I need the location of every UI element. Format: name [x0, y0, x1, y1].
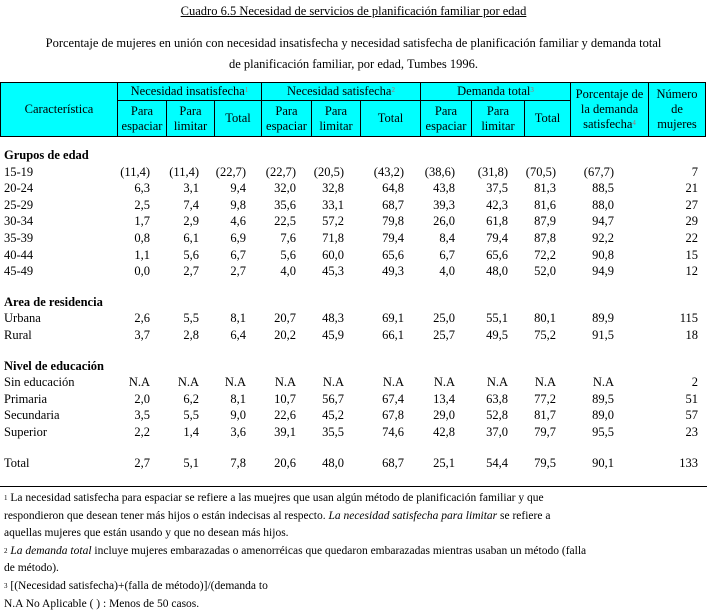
table-cell: 42,3 [486, 197, 508, 212]
footnote-1-cont [4, 508, 704, 526]
table-cell: 22,5 [274, 214, 296, 229]
table-cell: 65,6 [382, 247, 404, 262]
table-cell: 87,9 [534, 214, 556, 229]
table-cell: 79,5 [534, 455, 556, 470]
table-cell: N.A [128, 375, 150, 390]
table-cell: (43,2) [373, 164, 404, 179]
table-cell: 66,1 [382, 328, 404, 342]
table-cell: 3,5 [134, 408, 150, 423]
table-cell: 42,8 [433, 425, 455, 439]
table-cell: (22,7) [215, 164, 246, 179]
table-cell: 2,7 [230, 264, 246, 279]
table-cell: 1,7 [134, 214, 150, 229]
table-cell: 3,1 [183, 181, 199, 196]
table-row [0, 264, 707, 280]
table-subtitle [0, 33, 707, 75]
footnote-text: se refiere a [497, 509, 551, 522]
table-cell: 75,2 [534, 328, 556, 342]
table-cell: 74,6 [382, 425, 404, 439]
subheader-text: Para [434, 103, 458, 118]
table-cell: 8,1 [230, 391, 246, 406]
footnote-1-end: aquellas mujeres que están usando y que no desean más hijos. [4, 527, 289, 540]
table-cell: 23 [685, 425, 698, 439]
table-cell: 89,9 [592, 311, 614, 326]
table-cell: 6,3 [134, 181, 150, 196]
table-cell: 35,6 [274, 197, 296, 212]
table-cell: 12 [685, 264, 698, 279]
table-cell: 49,5 [486, 328, 508, 342]
table-row [0, 408, 707, 424]
table-cell: 5,1 [183, 455, 199, 470]
table-cell: 79,8 [382, 214, 404, 229]
table-row [0, 311, 707, 327]
table-title [0, 4, 707, 19]
table-cell: N.A [382, 375, 404, 390]
footnote-3 [4, 578, 704, 596]
row-label: Total [4, 455, 30, 470]
table-cell: 33,1 [322, 197, 344, 212]
table-cell: (11,4) [169, 164, 199, 179]
table-cell: N.A [534, 375, 556, 390]
subtitle-line-1: Porcentaje de mujeres en unión con necesidad insatisfecha y necesidad satisfecha de planificación familiar y demanda total [45, 36, 662, 50]
row-label: 15-19 [4, 164, 34, 179]
footnote-number: 1 [4, 494, 8, 502]
table-cell: 48,3 [322, 311, 344, 326]
table-cell: 9,8 [230, 197, 246, 212]
footnote-legend: N.A No Aplicable ( ) : Menos de 50 casos. [4, 597, 200, 610]
table-cell: 18 [685, 328, 698, 342]
subheader-text: espaciar [121, 118, 163, 133]
table-cell: N.A [224, 375, 246, 390]
footnote-ref: 4 [632, 119, 636, 127]
table-cell: 81,6 [534, 197, 556, 212]
row-label: Primaria [4, 391, 48, 406]
header-group-label: Demanda total [457, 84, 531, 98]
table-cell: 49,3 [382, 264, 404, 279]
footnote-ref: 2 [391, 86, 395, 94]
table-cell: 69,1 [382, 311, 404, 326]
table-cell: 2,9 [183, 214, 199, 229]
subheader-total: Total [215, 101, 262, 137]
table-cell: 7,4 [183, 197, 199, 212]
table-cell: 68,7 [382, 455, 404, 470]
row-label: Urbana [4, 311, 41, 326]
table-cell: 37,5 [486, 181, 508, 196]
table-cell: 79,4 [382, 231, 404, 245]
table-cell: 77,2 [534, 391, 556, 406]
table-cell: 22,6 [274, 408, 296, 423]
table-cell: 2,2 [134, 425, 150, 439]
row-label: 40-44 [4, 247, 34, 262]
table-cell: (22,7) [265, 164, 296, 179]
table-cell: 61,8 [486, 214, 508, 229]
table-cell: (38,6) [424, 164, 455, 179]
header-demanda-total [421, 83, 571, 101]
table-cell: 0,0 [134, 264, 150, 279]
table-cell: 90,8 [592, 247, 614, 262]
subheader-total: Total [361, 101, 421, 137]
table-cell: 32,8 [322, 181, 344, 196]
table-cell: 26,0 [433, 214, 455, 229]
footnote-text-italic: La demanda total [7, 544, 92, 557]
footnote-text: La necesidad satisfecha para espaciar se refiere a las muejres que usan algún método de planificación familiar y que [7, 492, 544, 504]
subheader-total: Total [525, 101, 571, 137]
section-title: Nivel de educación [4, 358, 104, 373]
table-cell: 3,6 [230, 425, 246, 439]
row-label: 25-29 [4, 197, 34, 212]
table-cell: 89,5 [592, 391, 614, 406]
table-cell: 6,7 [439, 247, 455, 262]
table-cell: 35,5 [322, 425, 344, 439]
table-cell: 2 [691, 375, 698, 390]
table-cell: 71,8 [322, 231, 344, 245]
subheader-text: limitar [319, 118, 353, 133]
table-cell: 48,0 [486, 264, 508, 279]
table-cell: 45,9 [322, 328, 344, 342]
subtitle-line-2: de planificación familiar, por edad, Tumbes 1996. [228, 57, 479, 71]
subheader-text: Para [324, 103, 348, 118]
table-cell: 55,1 [486, 311, 508, 326]
table-cell: (67,7) [583, 164, 614, 179]
table-cell: 1,1 [134, 247, 150, 262]
table-cell: 6,2 [183, 391, 199, 406]
table-cell: 88,5 [592, 181, 614, 196]
table-cell: 57 [685, 408, 698, 423]
table-cell: 2,8 [183, 328, 199, 342]
table-cell: 6,4 [230, 328, 246, 342]
row-label: Rural [4, 328, 32, 342]
table-cell: 90,1 [592, 455, 614, 470]
header-necesidad-satisfecha [262, 83, 421, 101]
table-cell: 6,9 [230, 231, 246, 245]
table-cell: 25,1 [433, 455, 455, 470]
header-group-label: Necesidad satisfecha [287, 84, 392, 98]
table-cell: N.A [177, 375, 199, 390]
table-cell: 2,6 [134, 311, 150, 326]
table-cell: 67,8 [382, 408, 404, 423]
subheader-para-espaciar [262, 101, 312, 137]
table-cell: 9,0 [230, 408, 246, 423]
table-cell: 52,0 [534, 264, 556, 279]
table-cell: 20,6 [274, 455, 296, 470]
subheader-text: Para [130, 103, 154, 118]
table-cell: 81,7 [534, 408, 556, 423]
footnote-text: respondieron que desean tener más hijos o están indecisas al respecto. [4, 509, 329, 522]
table-cell: 89,0 [592, 408, 614, 423]
table-cell: 88,0 [592, 197, 614, 212]
subheader-text: Para [179, 103, 202, 118]
table-cell: 94,7 [592, 214, 614, 229]
header-porcentaje-l2: la demanda [580, 102, 639, 116]
table-cell: 29,0 [433, 408, 455, 423]
footnote-2 [4, 543, 704, 561]
header-porcentaje-l1: Porcentaje de [575, 87, 644, 101]
table-cell: 72,2 [534, 247, 556, 262]
table-cell: 5,5 [183, 408, 199, 423]
row-label: Sin educación [4, 375, 75, 390]
table-cell: 8,1 [230, 311, 246, 326]
table-title-text: Cuadro 6.5 Necesidad de servicios de planificación familiar por edad [180, 4, 527, 18]
table-cell: 81,3 [534, 181, 556, 196]
footnote-text: incluye mujeres embarazadas o amenorréicas que quedaron embarazadas mientras usaban un método (falla [91, 544, 587, 557]
table-cell: 5,6 [183, 247, 199, 262]
section-title: Area de residencia [4, 294, 103, 309]
table-cell: 1,4 [183, 425, 199, 439]
table-cell: 29 [685, 214, 698, 229]
table-row [0, 198, 707, 214]
table-cell: 57,2 [322, 214, 344, 229]
table-cell: 68,7 [382, 197, 404, 212]
table-row [0, 214, 707, 230]
table-cell: 43,8 [433, 181, 455, 196]
table-cell: 60,0 [322, 247, 344, 262]
table-cell: 67,4 [382, 391, 404, 406]
table-cell: 56,7 [322, 391, 344, 406]
footnote-text: [(Necesidad satisfecha)+(falla de método)]/(demanda to [7, 579, 268, 592]
table-cell: 4,0 [280, 264, 296, 279]
section-title: Grupos de edad [4, 148, 89, 162]
table-cell: 63,8 [486, 391, 508, 406]
row-label: 45-49 [4, 264, 34, 279]
table-cell: 133 [679, 455, 698, 470]
table-row [0, 425, 707, 441]
footnote-ref: 1 [244, 86, 249, 94]
table-cell: 45,2 [322, 408, 344, 423]
subheader-text: Para [486, 103, 510, 118]
table-cell: 3,7 [134, 328, 150, 342]
table-cell: 45,3 [322, 264, 344, 279]
table-cell: 115 [679, 311, 698, 326]
header-porcentaje-l3: satisfecha [583, 117, 633, 131]
table-cell: 0,8 [134, 231, 150, 245]
table-cell: N.A [322, 375, 344, 390]
table-cell: 79,4 [486, 231, 508, 245]
table-cell: 20,2 [274, 328, 296, 342]
footnote-number: 2 [4, 546, 8, 555]
table-cell: 4,0 [439, 264, 455, 279]
table-cell: 9,4 [230, 181, 246, 196]
table-cell: 95,5 [592, 425, 614, 439]
table-cell: 2,7 [134, 455, 150, 470]
table-row [0, 165, 707, 181]
table-cell: 7,6 [280, 231, 296, 245]
table-cell: 87,8 [534, 231, 556, 245]
table-cell: 39,1 [274, 425, 296, 439]
header-numero-l1: Número [656, 87, 698, 101]
table-cell: 92,2 [592, 231, 614, 245]
subheader-para-limitar [472, 101, 525, 137]
subheader-para-limitar [312, 101, 361, 137]
table-cell: 2,7 [183, 264, 199, 279]
header-porcentaje [571, 83, 649, 137]
table-cell: 52,8 [486, 408, 508, 423]
header-numero-l3: mujeres [657, 117, 697, 131]
row-label: Secundaria [4, 408, 60, 423]
table-cell: 91,5 [592, 328, 614, 342]
table-cell: 79,7 [534, 425, 556, 439]
table-cell: (11,4) [120, 164, 150, 179]
table-cell: 32,0 [274, 181, 296, 196]
subheader-para-limitar [167, 101, 215, 137]
table-cell: 7,8 [230, 455, 246, 470]
header-caracteristica: Característica [1, 83, 118, 137]
subheader-text: espaciar [266, 118, 307, 133]
table-cell: 25,7 [433, 328, 455, 342]
header-numero-l2: de [671, 102, 683, 116]
table-cell: 7 [691, 164, 698, 179]
table-cell: N.A [433, 375, 455, 390]
table-header [0, 82, 706, 137]
table-cell: 15 [685, 247, 698, 262]
footnotes [4, 490, 704, 613]
header-necesidad-insatisfecha [118, 83, 262, 101]
table-cell: N.A [592, 375, 614, 390]
table-bottom-rule [0, 486, 707, 487]
footnote-number: 3 [4, 581, 8, 590]
table-cell: 51 [685, 391, 698, 406]
table-cell: 2,0 [134, 391, 150, 406]
table-cell: 8,4 [439, 231, 455, 245]
table-cell: 22 [685, 231, 698, 245]
table-cell: (31,8) [477, 164, 508, 179]
table-cell: 21 [685, 181, 698, 196]
header-numero [649, 83, 706, 137]
table-cell: 64,8 [382, 181, 404, 196]
table-cell: 80,1 [534, 311, 556, 326]
table-row [0, 392, 707, 408]
table-cell: 27 [685, 197, 698, 212]
subheader-para-espaciar [118, 101, 167, 137]
table-cell: 39,3 [433, 197, 455, 212]
header-group-label: Necesidad insatisfecha [130, 84, 245, 98]
table-row [0, 375, 707, 391]
table-cell: 94,9 [592, 264, 614, 279]
footnote-1 [4, 490, 704, 508]
table-cell: 13,4 [433, 391, 455, 406]
table-cell: 10,7 [274, 391, 296, 406]
table-cell: 20,7 [274, 311, 296, 326]
table-cell: N.A [274, 375, 296, 390]
table-cell: N.A [486, 375, 508, 390]
table-cell: 2,5 [134, 197, 150, 212]
table-cell: 25,0 [433, 311, 455, 326]
table-row [0, 181, 707, 197]
table-cell: 5,6 [280, 247, 296, 262]
table-cell: 65,6 [486, 247, 508, 262]
subheader-text: espaciar [425, 118, 467, 133]
footnote-2-end: de método). [4, 562, 59, 575]
footnote-ref: 3 [530, 86, 534, 94]
table-cell: 5,5 [183, 311, 199, 326]
row-label: 20-24 [4, 181, 34, 196]
table-row [0, 231, 707, 247]
table-cell: (70,5) [525, 164, 556, 179]
subheader-text: limitar [173, 118, 208, 133]
subheader-text: Para [275, 103, 298, 118]
table-row [0, 248, 707, 264]
table-row [0, 328, 707, 344]
table-cell: 6,7 [230, 247, 246, 262]
table-cell: 4,6 [230, 214, 246, 229]
total-row [0, 456, 707, 472]
subheader-para-espaciar [421, 101, 472, 137]
table-cell: 6,1 [183, 231, 199, 245]
subheader-text: limitar [481, 118, 515, 133]
table-cell: (20,5) [313, 164, 344, 179]
row-label: 30-34 [4, 214, 34, 229]
table-cell: 54,4 [486, 455, 508, 470]
row-label: 35-39 [4, 231, 34, 245]
table-cell: 48,0 [322, 455, 344, 470]
footnote-text-italic: La necesidad satisfecha para limitar [328, 509, 498, 522]
table-cell: 37,0 [486, 425, 508, 439]
row-label: Superior [4, 425, 48, 439]
